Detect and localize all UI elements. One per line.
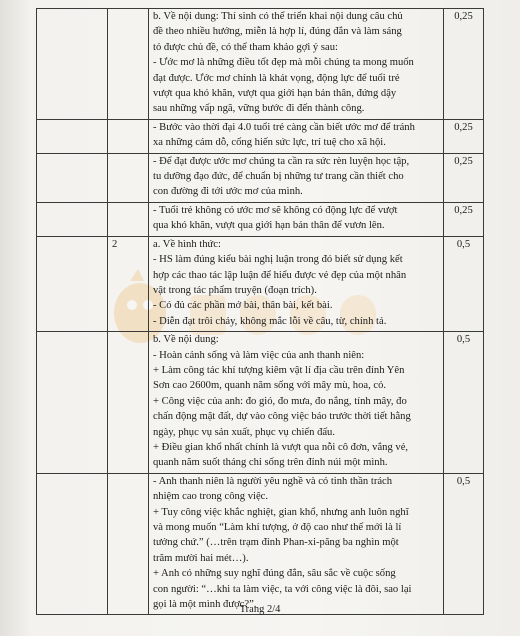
- score: 0,5: [444, 332, 484, 474]
- blank-cell: [37, 332, 108, 474]
- question-number: 2: [108, 236, 149, 331]
- table-row: [37, 119, 484, 153]
- content-line: b. Về nội dung:: [153, 334, 219, 346]
- question-number: [108, 332, 149, 474]
- content-line: sau những vấp ngã, vững bước đi đến thành công.: [153, 103, 365, 115]
- score: 0,25: [444, 9, 484, 120]
- answer-content: [149, 153, 444, 202]
- content-line: con đường đi tới ước mơ của mình.: [153, 186, 303, 198]
- content-line: - HS làm đúng kiểu bài nghị luận trong đó biết sử dụng kết: [153, 254, 403, 266]
- table-row: [37, 153, 484, 202]
- table-row: [37, 473, 484, 615]
- blank-cell: [37, 236, 108, 331]
- content-line: - Ước mơ là những điều tốt đẹp mà mỗi chúng ta mong muốn: [153, 57, 414, 69]
- score: 0,5: [444, 236, 484, 331]
- content-line: - Tuổi trẻ không có ước mơ sẽ không có động lực để vượt: [153, 204, 398, 216]
- content-line: xa những cám dỗ, cống hiến sức lực, trí tuệ cho xã hội.: [153, 137, 386, 149]
- content-line: tu dưỡng đạo đức, để chuẩn bị những tư trang cần thiết cho: [153, 171, 404, 183]
- page-number: Trang 2/4: [239, 604, 281, 615]
- blank-cell: [37, 473, 108, 615]
- score: 0,25: [444, 119, 484, 153]
- blank-cell: [37, 9, 108, 120]
- answer-content: [149, 202, 444, 236]
- content-line: Sơn cao 2600m, quanh năm sống với mây mù, hoa, cỏ.: [153, 380, 387, 392]
- content-line: và mong muốn “Làm khí tượng, ở độ cao như thế mới là lí: [153, 522, 402, 533]
- content-line: a. Về hình thức:: [153, 238, 221, 250]
- question-number: [108, 119, 149, 153]
- question-number: [108, 473, 149, 615]
- content-line: + Công việc của anh: đo gió, đo mưa, đo nắng, tính mây, đo: [153, 395, 407, 407]
- content-line: - Bước vào thời đại 4.0 tuổi trẻ càng cần biết ước mơ để tránh: [153, 121, 415, 133]
- content-line: - Diễn đạt trôi chảy, không mắc lỗi về câu, từ, chính tả.: [153, 315, 387, 327]
- content-line: - Để đạt được ước mơ chúng ta cần ra sức rèn luyện học tập,: [153, 155, 410, 167]
- question-number: [108, 202, 149, 236]
- content-line: quanh năm suốt tháng chỉ sống trên đỉnh núi một mình.: [153, 457, 388, 469]
- content-line: qua khó khăn, vượt qua giới hạn bản thân để vươn lên.: [153, 220, 385, 232]
- answer-content: [149, 9, 444, 120]
- content-line: chấn động mặt đất, dự vào công việc báo trước thời tiết hằng: [153, 411, 411, 423]
- question-number: [108, 153, 149, 202]
- content-line: đề theo nhiều hướng, miễn là hợp lí, đúng đắn và làm sáng: [153, 26, 402, 38]
- content-line: + Anh có những suy nghĩ đúng đắn, sâu sắc về cuộc sống: [153, 568, 396, 580]
- blank-cell: [37, 202, 108, 236]
- content-line: hợp các thao tác lập luận để hiểu được vẻ đẹp của một nhân: [153, 269, 407, 281]
- score: 0,25: [444, 153, 484, 202]
- table-row: [37, 9, 484, 120]
- content-line: vượt qua khó khăn, vượt qua giới hạn bản thân, đứng dậy: [153, 88, 397, 100]
- table-row: [37, 332, 484, 474]
- table-row: [37, 236, 484, 331]
- score: 0,25: [444, 202, 484, 236]
- content-line: vật trong tác phẩm truyện (đoạn trích).: [153, 284, 317, 296]
- question-number: [108, 9, 149, 120]
- content-line: b. Về nội dung: Thí sinh có thể triển khai nội dung câu chủ: [153, 11, 403, 22]
- answer-content: [149, 119, 444, 153]
- content-line: tỏ được chủ đề, có thể tham khảo gợi ý sau:: [153, 41, 338, 53]
- content-line: trăm mười hai mét…).: [153, 552, 249, 564]
- content-line: - Có đủ các phần mở bài, thân bài, kết bài.: [153, 300, 333, 312]
- content-line: - Hoàn cảnh sống và làm việc của anh thanh niên:: [153, 349, 365, 361]
- content-line: ngày, phục vụ sản xuất, phục vụ chiến đấu.: [153, 426, 336, 438]
- content-line: con người: “…khi ta làm việc, ta với công việc là đôi, sao lại: [153, 583, 412, 595]
- score: 0,5: [444, 473, 484, 615]
- content-line: tưởng chứ.” (…trên trạm đỉnh Phan-xi-păng ba nghìn một: [153, 537, 399, 549]
- scoring-table: [36, 8, 484, 615]
- content-line: + Làm công tác khí tượng kiêm vật lí địa cầu trên đỉnh Yên: [153, 364, 405, 376]
- content-line: nhiệm cao trong công việc.: [153, 491, 269, 503]
- answer-content: [149, 332, 444, 474]
- content-line: - Anh thanh niên là người yêu nghề và có tinh thần trách: [153, 475, 393, 487]
- blank-cell: [37, 153, 108, 202]
- answer-content: [149, 473, 444, 615]
- content-line: đạt được. Ước mơ chính là khát vọng, động lực để tuổi trẻ: [153, 72, 400, 84]
- content-line: + Tuy công việc khắc nghiệt, gian khổ, nhưng anh luôn nghĩ: [153, 506, 409, 518]
- content-line: gọi là một mình được?”.: [153, 599, 257, 611]
- content-line: + Điều gian khổ nhất chính là vượt qua nỗi cô đơn, vắng vẻ,: [153, 441, 409, 453]
- answer-content: [149, 236, 444, 331]
- table-row: [37, 202, 484, 236]
- blank-cell: [37, 119, 108, 153]
